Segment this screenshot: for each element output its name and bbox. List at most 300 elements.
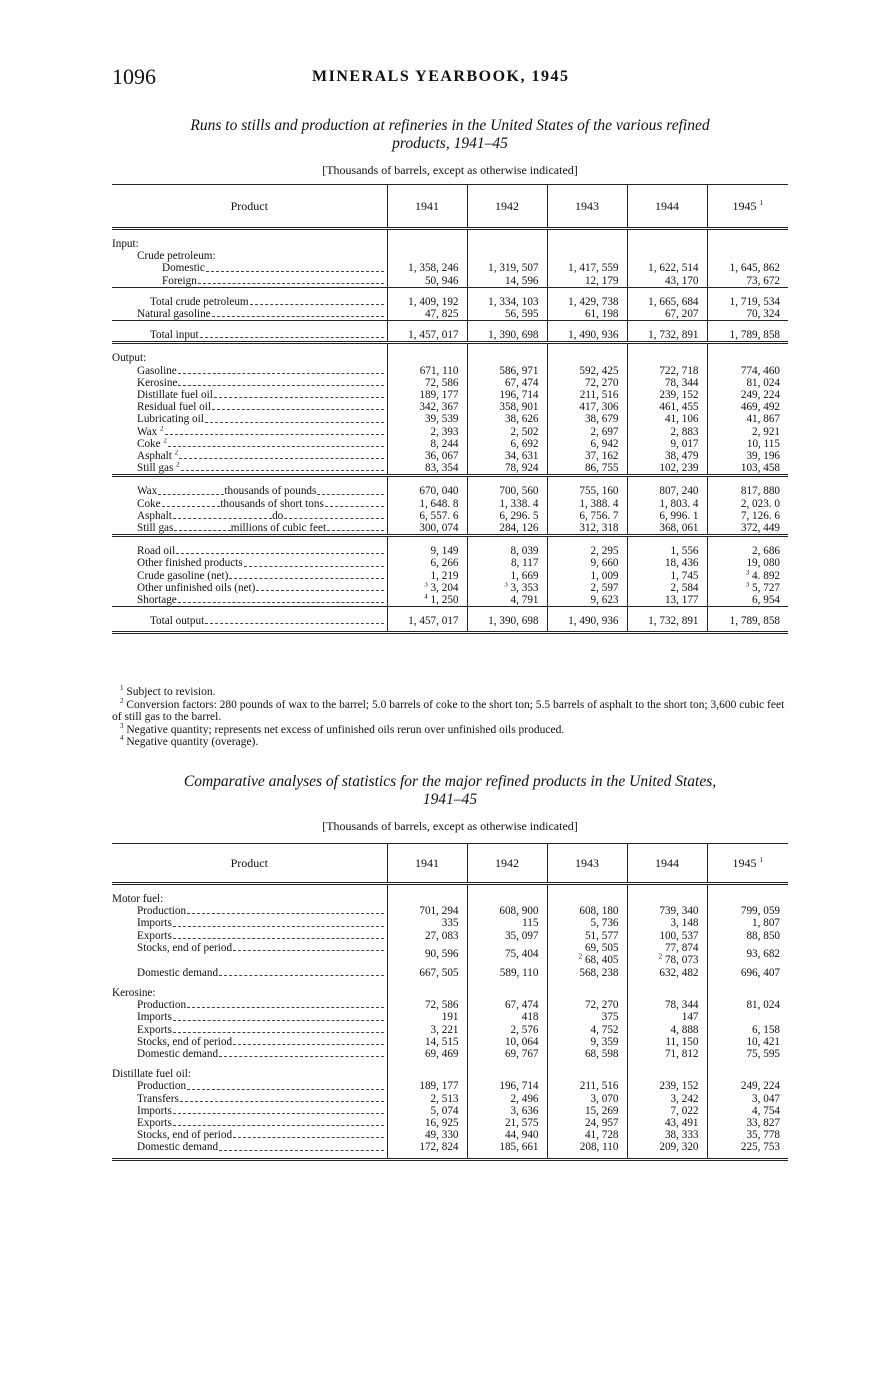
value: 33, 827 <box>746 1117 780 1130</box>
row-label <box>112 438 387 450</box>
row-label-value: Transfers <box>137 1092 179 1105</box>
row-label-wrap <box>137 942 384 954</box>
value: 13, 177 <box>664 594 699 607</box>
value-cell <box>707 1036 788 1048</box>
value-cell <box>547 329 627 343</box>
value-cell <box>387 594 467 607</box>
table-row <box>112 438 788 450</box>
leader-dots <box>173 518 272 519</box>
row-label-wrap <box>137 365 384 377</box>
value: 35, 097 <box>504 929 539 942</box>
value-cell <box>467 545 547 557</box>
value-cell <box>547 377 627 389</box>
leader-dots <box>284 518 383 519</box>
row-label-text <box>137 999 186 1011</box>
value-cell <box>547 1117 627 1129</box>
value-cell <box>387 262 467 274</box>
row-label-value: Domestic demand <box>137 1141 219 1154</box>
value: 1, 390, 698 <box>488 615 539 628</box>
spacer-cell <box>547 1060 627 1068</box>
value-cell <box>387 917 467 929</box>
value-cell <box>387 485 467 497</box>
value: 81, 024 <box>746 376 780 389</box>
value-cell <box>627 413 707 425</box>
value-cell <box>547 917 627 929</box>
value-cell <box>627 615 707 627</box>
value-cell <box>467 1141 547 1153</box>
row-label-text <box>137 365 177 377</box>
value: 608, 180 <box>579 905 619 918</box>
row-label-text <box>112 893 163 905</box>
spacer-cell <box>467 1154 547 1160</box>
value: 38, 679 <box>584 413 619 426</box>
value-cell <box>547 238 627 250</box>
leader-dots <box>173 1113 384 1114</box>
value-cell <box>627 426 707 438</box>
value: 41, 728 <box>584 1129 619 1142</box>
row-label-value: Natural gasoline <box>137 308 211 321</box>
value-cell <box>547 510 627 522</box>
value: 34, 631 <box>504 450 539 463</box>
spacer-cell <box>547 476 627 486</box>
value: 417, 306 <box>579 401 619 414</box>
running-head: MINERALS YEARBOOK, 1945 <box>312 68 570 85</box>
value-cell <box>547 1141 627 1153</box>
spacer-cell <box>627 476 707 486</box>
value-cell <box>627 510 707 522</box>
value-cell <box>707 462 788 476</box>
row-label-text <box>137 1036 232 1048</box>
row-label-wrap <box>137 594 384 606</box>
row-label-wrap <box>137 389 384 401</box>
value-cell <box>627 1068 707 1080</box>
value: 8, 117 <box>510 557 539 570</box>
value: 586, 971 <box>499 364 539 377</box>
value-cell <box>627 1024 707 1036</box>
page-header <box>112 64 792 90</box>
footnote-text: Negative quantity (overage). <box>126 736 259 748</box>
column-header <box>467 185 547 229</box>
value-cell <box>707 522 788 536</box>
value: 185, 661 <box>499 1141 539 1154</box>
row-label-value: Stocks, end of period <box>137 1129 233 1142</box>
row-label-value: Production <box>137 999 187 1012</box>
footnote-text: Conversion factors: 280 pounds of wax to the barrel; 5.0 barrels of coke to the short ton; 5.5 barrels of asphalt to the short ton; 3,600 cubic feet of still gas to the barrel. <box>112 698 785 723</box>
row-label-text <box>112 238 139 250</box>
value: 249, 224 <box>740 389 780 402</box>
value: 7, 126. 6 <box>740 509 780 522</box>
value: 755, 160 <box>579 485 619 498</box>
value-cell <box>547 389 627 401</box>
value: 1, 648. 8 <box>419 497 459 510</box>
value: 1, 409, 192 <box>408 295 459 308</box>
value: 21, 575 <box>504 1117 539 1130</box>
spacer-cell <box>547 321 627 330</box>
value-cell <box>387 296 467 308</box>
value: 3, 353 <box>510 581 539 594</box>
table-row <box>112 1036 788 1048</box>
column-header <box>112 185 387 229</box>
spacer-cell <box>627 1060 707 1068</box>
value-cell <box>707 389 788 401</box>
value: 3, 242 <box>670 1092 699 1105</box>
table1 <box>112 184 788 634</box>
value-cell <box>467 1036 547 1048</box>
value-cell <box>467 1080 547 1092</box>
row-label-wrap <box>137 377 384 389</box>
row-label-wrap <box>137 438 384 450</box>
row-label-value: Still gas <box>137 462 174 475</box>
row-label-value: Total crude petroleum <box>150 295 249 308</box>
value-cell <box>547 942 627 967</box>
value-cell <box>627 250 707 262</box>
value: 2, 697 <box>590 425 619 438</box>
leader-dots <box>173 938 384 939</box>
leader-dots <box>180 1101 384 1102</box>
value-cell <box>707 1024 788 1036</box>
spacer-cell <box>627 884 707 894</box>
value: 696, 407 <box>740 966 780 979</box>
footnote-text: Subject to revision. <box>126 686 216 698</box>
table-row <box>112 942 788 967</box>
row-label-text <box>137 426 164 438</box>
value-cell <box>387 1036 467 1048</box>
spacer-cell <box>627 287 707 296</box>
value: 49, 330 <box>424 1129 459 1142</box>
value-cell <box>707 510 788 522</box>
value: 73, 672 <box>746 274 780 287</box>
value: 1, 719, 534 <box>729 295 780 308</box>
value: 2, 513 <box>430 1092 459 1105</box>
value: 2, 295 <box>590 545 619 558</box>
footnote-ref: 3 <box>120 721 124 730</box>
table-row <box>112 545 788 557</box>
spacer-cell <box>707 476 788 486</box>
leader-dots <box>179 458 383 459</box>
value: 69, 767 <box>504 1048 539 1061</box>
value: 1, 789, 858 <box>729 615 780 628</box>
table-body <box>112 884 788 1160</box>
row-label-text <box>137 1141 218 1153</box>
leader-dots <box>327 530 383 531</box>
row-label <box>112 987 387 999</box>
table-row <box>112 296 788 308</box>
leader-dots <box>158 494 224 495</box>
value-cell <box>467 594 547 607</box>
value: 39, 196 <box>746 450 780 463</box>
row-label-wrap <box>150 615 384 627</box>
value-cell <box>547 413 627 425</box>
spacer-cell <box>707 343 788 353</box>
value-cell <box>387 250 467 262</box>
row-label <box>112 967 387 979</box>
row-label <box>112 1141 387 1153</box>
value-cell <box>547 1080 627 1092</box>
row-label-text <box>150 615 204 627</box>
value-cell <box>627 893 707 905</box>
footnote-ref: 2 <box>658 952 663 961</box>
value-cell <box>387 1080 467 1092</box>
table-row <box>112 238 788 250</box>
row-label <box>112 262 387 274</box>
value-cell <box>547 462 627 476</box>
spacer-cell <box>112 229 387 239</box>
row-label-wrap <box>137 1048 384 1060</box>
value: 4, 791 <box>510 594 539 607</box>
value: 5, 736 <box>590 917 619 930</box>
value-cell <box>467 1068 547 1080</box>
value: 71, 812 <box>664 1048 699 1061</box>
value: 19, 080 <box>746 557 780 570</box>
spacer-cell <box>387 1154 467 1160</box>
leader-dots <box>229 578 383 579</box>
value: 78, 924 <box>504 462 539 475</box>
row-label-wrap <box>137 917 384 929</box>
value: 284, 126 <box>499 522 539 535</box>
value: 568, 238 <box>579 966 619 979</box>
value-cell <box>467 987 547 999</box>
table-row <box>112 377 788 389</box>
row-label-value: Imports <box>137 1011 172 1024</box>
value-cell <box>387 1048 467 1060</box>
spacer-cell <box>547 287 627 296</box>
value-cell <box>547 594 627 607</box>
value-cell <box>627 522 707 536</box>
value-cell <box>467 438 547 450</box>
value-cell <box>707 545 788 557</box>
value-cell <box>467 365 547 377</box>
leader-dots <box>205 422 384 423</box>
value: 1, 490, 936 <box>568 329 619 342</box>
leader-dots <box>212 409 384 410</box>
value-cell <box>627 377 707 389</box>
value-cell <box>627 352 707 364</box>
spacer-cell <box>467 979 547 987</box>
row-label <box>112 498 387 510</box>
leader-dots <box>178 602 384 603</box>
spacer-cell <box>547 1154 627 1160</box>
leader-dots <box>187 913 383 914</box>
spacer-row <box>112 1060 788 1068</box>
row-label-value: Imports <box>137 1104 172 1117</box>
value-cell <box>467 1011 547 1023</box>
value: 1, 319, 507 <box>488 262 539 275</box>
row-label-text <box>137 917 172 929</box>
spacer-cell <box>627 1154 707 1160</box>
spacer-cell <box>112 321 387 330</box>
leader-dots <box>178 385 383 386</box>
value-cell <box>547 485 627 497</box>
value-cell <box>707 413 788 425</box>
value: 103, 458 <box>740 462 780 475</box>
leader-dots <box>187 1007 383 1008</box>
row-label-value: Other finished products <box>137 557 243 570</box>
value-cell <box>387 557 467 569</box>
value: 4, 752 <box>590 1023 619 1036</box>
row-label <box>112 1117 387 1129</box>
row-label-value: Exports <box>137 1117 172 1130</box>
row-label-value: Asphalt <box>137 450 172 463</box>
value-cell <box>707 450 788 462</box>
row-label-value: Asphalt <box>137 509 172 522</box>
value-cell <box>467 329 547 343</box>
value: 10, 115 <box>746 437 780 450</box>
value-cell <box>707 1080 788 1092</box>
spacer-cell <box>627 229 707 239</box>
value-cell <box>547 999 627 1011</box>
value-cell <box>387 1024 467 1036</box>
spacer-cell <box>112 476 387 486</box>
value-cell <box>467 352 547 364</box>
value-cell <box>467 462 547 476</box>
value: 67, 474 <box>504 376 539 389</box>
value: 196, 714 <box>499 1080 539 1093</box>
value: 1, 645, 862 <box>729 262 780 275</box>
spacer-cell <box>467 476 547 486</box>
value: 2, 023. 0 <box>740 497 780 510</box>
leader-dots <box>317 494 383 495</box>
row-label-text <box>137 498 161 510</box>
value: 335 <box>441 917 459 930</box>
value-cell <box>627 905 707 917</box>
leader-dots <box>187 1089 383 1090</box>
row-label-value: Domestic <box>162 262 205 275</box>
value: 24, 957 <box>584 1117 619 1130</box>
spacer-cell <box>112 607 387 616</box>
row-label-text <box>137 930 172 942</box>
row-label-wrap <box>137 570 384 582</box>
spacer-row <box>112 979 788 987</box>
row-label <box>112 426 387 438</box>
value-cell <box>467 930 547 942</box>
row-label-wrap <box>137 413 384 425</box>
row-label <box>112 401 387 413</box>
value: 69, 469 <box>424 1048 459 1061</box>
value-cell <box>547 1093 627 1105</box>
leader-dots <box>233 1137 383 1138</box>
value: 38, 626 <box>504 413 539 426</box>
row-label-text <box>137 462 180 474</box>
value-cell <box>707 377 788 389</box>
value: 61, 198 <box>584 308 619 321</box>
row-label-value: Coke <box>137 437 161 450</box>
table-row <box>112 1011 788 1023</box>
value-cell <box>627 942 707 967</box>
column-header <box>467 844 547 884</box>
value-cell <box>627 557 707 569</box>
spacer-row <box>112 627 788 633</box>
row-label-wrap <box>137 462 384 474</box>
value-cell <box>547 438 627 450</box>
value: 1, 358, 246 <box>408 262 459 275</box>
value-cell <box>707 987 788 999</box>
column-header-label: 1944 <box>655 855 679 870</box>
spacer-cell <box>112 627 387 633</box>
row-label-wrap <box>137 967 384 979</box>
column-header <box>707 844 788 884</box>
value-cell <box>707 905 788 917</box>
column-header <box>627 844 707 884</box>
value-cell <box>467 389 547 401</box>
value-cell <box>387 438 467 450</box>
table2-title-line2: 1941–45 <box>422 791 478 808</box>
value: 6, 158 <box>752 1023 780 1036</box>
leader-dots <box>233 950 383 951</box>
value: 358, 901 <box>499 401 539 414</box>
row-label-text <box>137 942 232 954</box>
footnote <box>112 686 792 699</box>
row-label-value: Road oil <box>137 545 176 558</box>
value: 2, 921 <box>752 425 780 438</box>
value-cell <box>627 930 707 942</box>
value-cell <box>387 426 467 438</box>
column-header-label: Product <box>230 855 268 870</box>
value-cell <box>387 329 467 343</box>
spacer-cell <box>467 627 547 633</box>
value: 1, 250 <box>430 594 459 607</box>
value-cell <box>627 275 707 288</box>
spacer-cell <box>627 979 707 987</box>
value-cell <box>707 1105 788 1117</box>
row-label <box>112 522 387 536</box>
value: 189, 177 <box>419 389 459 402</box>
table-header <box>112 185 788 229</box>
row-label <box>112 999 387 1011</box>
value: 418 <box>521 1011 539 1024</box>
value: 115 <box>522 917 539 930</box>
value: 189, 177 <box>419 1080 459 1093</box>
header-row <box>112 185 788 229</box>
row-label-value: Other unfinished oils (net) <box>137 581 256 594</box>
value-cell <box>627 389 707 401</box>
value: 2, 686 <box>752 545 780 558</box>
row-label-wrap <box>137 557 384 569</box>
row-label-value: Wax <box>137 485 158 498</box>
value: 342, 367 <box>419 401 459 414</box>
value-cell <box>627 401 707 413</box>
value-cell <box>387 275 467 288</box>
value: 68, 598 <box>584 1048 619 1061</box>
page-number: 1096 <box>112 64 156 89</box>
value-cell <box>467 615 547 627</box>
spacer-row <box>112 1154 788 1160</box>
table1-subtitle: [Thousands of barrels, except as otherwise indicated] <box>322 163 578 177</box>
table1-title-line2: products, 1941–45 <box>392 135 508 152</box>
value-cell <box>627 917 707 929</box>
value-cell <box>627 999 707 1011</box>
table-row <box>112 615 788 627</box>
spacer-row <box>112 607 788 616</box>
spacer-cell <box>547 229 627 239</box>
value-cell <box>387 365 467 377</box>
value: 249, 224 <box>740 1080 780 1093</box>
value-cell <box>707 262 788 274</box>
spacer-cell <box>467 343 547 353</box>
value: 67, 474 <box>504 999 539 1012</box>
value-cell <box>707 275 788 288</box>
row-label-wrap <box>137 510 384 522</box>
value-cell <box>467 917 547 929</box>
row-label <box>112 905 387 917</box>
footnote-ref: 3 <box>424 581 428 589</box>
row-label-value: Kerosine <box>137 376 178 389</box>
value: 43, 170 <box>664 274 699 287</box>
value-cell <box>547 570 627 582</box>
value-cell <box>627 308 707 321</box>
value: 81, 024 <box>746 999 780 1012</box>
table-row <box>112 262 788 274</box>
value-cell <box>467 570 547 582</box>
